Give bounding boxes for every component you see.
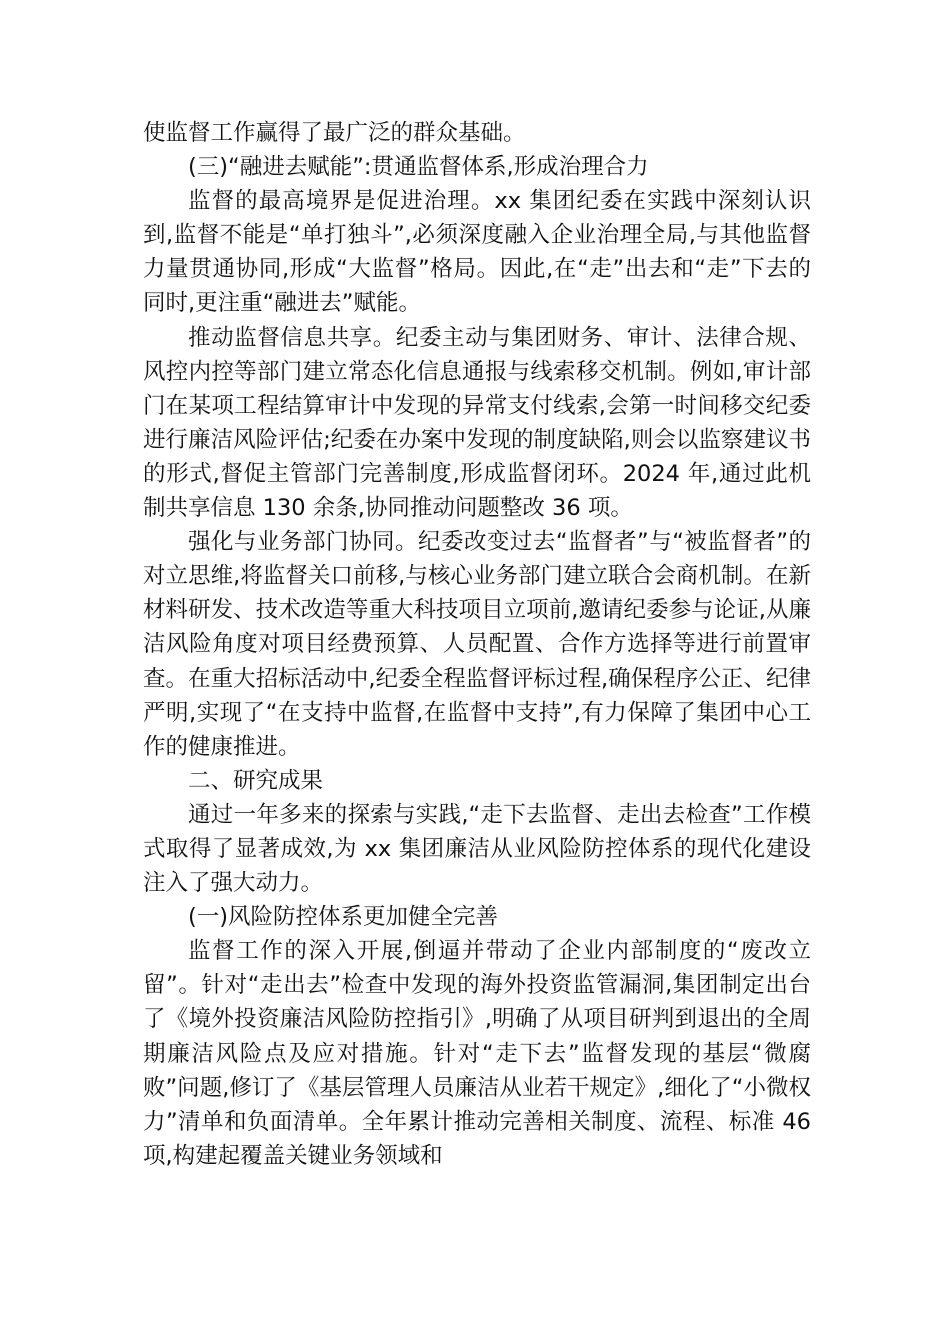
- paragraph-governance: 监督的最高境界是促进治理。xx 集团纪委在实践中深刻认识到,监督不能是“单打独斗”,必须深度融入企业治理全局,与其他监督力量贯通协同,形成“大监督”格局。因此,在“走”出去和“走”下去的同时,更注重“融进去”赋能。: [143, 188, 811, 317]
- paragraph-results-intro: 通过一年多来的探索与实践,“走下去监督、走出去检查”工作模式取得了显著成效,为 xx 集团廉洁从业风险防控体系的现代化建设注入了强大动力。: [143, 801, 811, 897]
- paragraph-continuation: 使监督工作赢得了最广泛的群众基础。: [143, 120, 526, 146]
- section-heading-results: 二、研究成果: [188, 767, 324, 794]
- section-heading-3: (三)“融进去赋能”:贯通监督体系,形成治理合力: [188, 154, 649, 181]
- document-page: [143, 116, 811, 1173]
- paragraph-business-coordination: 强化与业务部门协同。纪委改变过去“监督者”与“被监督者”的对立思维,将监督关口前移,与核心业务部门建立联合会商机制。在新材料研发、技术改造等重大科技项目立项前,邀请纪委参与论证,从廉洁风险角度对项目经费预算、人员配置、合作方选择等进行前置审查。在重大招标活动中,纪委全程监督评标过程,确保程序公正、纪律严明,实现了“在支持中监督,在监督中支持”,有力保障了集团中心工作的健康推进。: [143, 529, 811, 760]
- paragraph-info-sharing: 推动监督信息共享。纪委主动与集团财务、审计、法律合规、风控内控等部门建立常态化信息通报与线索移交机制。例如,审计部门在某项工程结算审计中发现的异常支付线索,会第一时间移交纪委进行廉洁风险评估;纪委在办案中发现的制度缺陷,则会以监察建议书的形式,督促主管部门完善制度,形成监督闭环。2024 年,通过此机制共享信息 130 余条,协同推动问题整改 36 项。: [143, 324, 811, 522]
- paragraph-risk-system: 监督工作的深入开展,倒逼并带动了企业内部制度的“废改立留”。针对“走出去”检查中发现的海外投资监管漏洞,集团制定出台了《境外投资廉洁风险防控指引》,明确了从项目研判到退出的全周期廉洁风险点及应对措施。针对“走下去”监督发现的基层“微腐败”问题,修订了《基层管理人员廉洁从业若干规定》,细化了“小微权力”清单和负面清单。全年累计推动完善相关制度、流程、标准 46 项,构建起覆盖关键业务领域和: [143, 938, 811, 1169]
- section-heading-1: (一)风险防控体系更加健全完善: [188, 904, 499, 931]
